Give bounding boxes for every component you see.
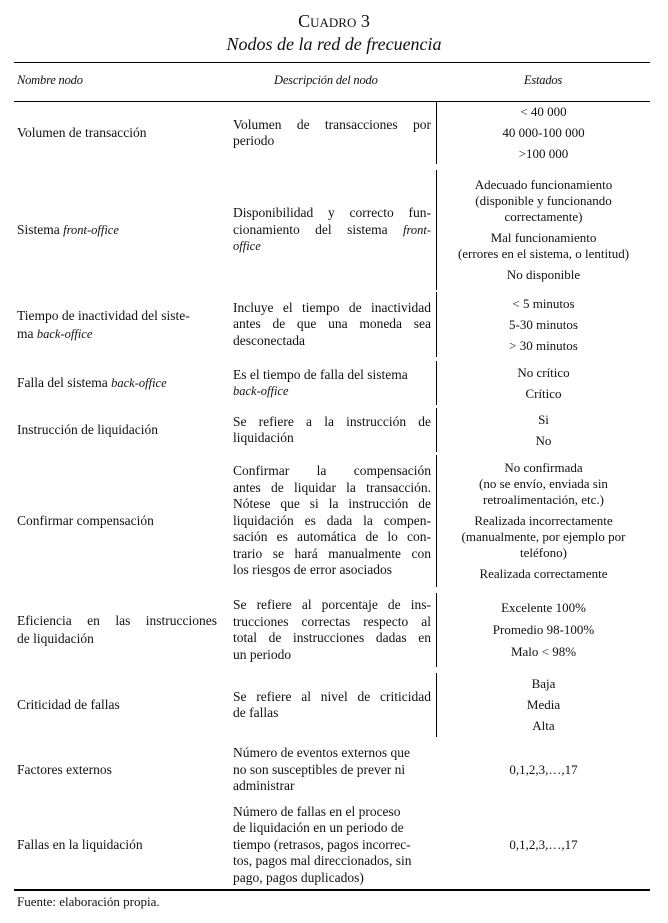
description-line: periodo	[233, 133, 275, 148]
state-item: No	[535, 432, 552, 448]
description-line: back-office	[233, 384, 289, 398]
description-line: de liquidación en un periodo de	[233, 820, 404, 836]
table-row	[0, 408, 668, 452]
node-states	[437, 802, 650, 888]
node-name-italic: front-office	[63, 223, 119, 237]
node-name-text: Fallas en la liquidación	[17, 837, 143, 852]
state-item: Malo < 98%	[510, 644, 577, 659]
description-line: Confirmar la compensación	[233, 463, 431, 479]
state-item: Alta	[532, 718, 555, 733]
node-name	[17, 361, 222, 405]
node-name-text: de liquidación	[17, 631, 94, 646]
table-subtitle: Nodos de la red de frecuencia	[226, 34, 442, 54]
table-row	[0, 593, 668, 667]
description-line: trario se hará manualmente con	[233, 545, 431, 561]
table-row	[0, 673, 668, 737]
node-states	[437, 744, 650, 796]
state-item: Media	[526, 697, 561, 712]
node-name	[17, 673, 222, 737]
node-name	[17, 102, 222, 164]
description-line: antes de que una moneda sea	[233, 316, 431, 332]
node-name-text: Eficiencia en las instrucciones	[17, 613, 217, 628]
description-line: pago, pagos duplicados)	[233, 869, 364, 885]
node-states	[437, 408, 650, 452]
node-name-italic: back-office	[36, 326, 93, 341]
state-item: No disponible	[506, 267, 581, 282]
description-line: Volumen de transacciones por	[233, 116, 431, 132]
node-states	[437, 102, 650, 164]
node-name-italic: back-office	[111, 376, 167, 390]
state-item: No confirmada (no se envío, enviada sin retroalimentación, etc.)	[479, 460, 608, 507]
table-row	[0, 744, 668, 796]
state-item: Crítico	[525, 385, 562, 401]
node-name	[17, 455, 222, 587]
node-name	[17, 744, 222, 796]
description-line: Es el tiempo de falla del sistema	[233, 366, 408, 382]
state-item: Excelente 100%	[501, 600, 586, 615]
node-name	[17, 170, 222, 290]
column-header-description: Descripción del nodo	[274, 73, 378, 87]
node-name-text: Falla del sistema	[17, 375, 112, 390]
node-states	[437, 673, 650, 737]
state-item: 0,1,2,3,…,17	[509, 762, 578, 777]
description-line: liquidación es dada la compen-	[233, 512, 431, 528]
state-item: Promedio 98-100%	[492, 622, 595, 637]
description-line: tiempo (retrasos, pagos incorrec-	[233, 836, 411, 852]
source-note: Fuente: elaboración propia.	[17, 894, 160, 909]
bottom-rule	[14, 889, 650, 891]
node-states	[437, 455, 650, 587]
state-item: 40 000-100 000	[502, 125, 585, 140]
description-line: los riesgos de error asociados	[233, 562, 392, 578]
top-rule	[14, 62, 650, 63]
state-item: Realizada incorrectamente (manualmente, por ejemplo por teléfono)	[461, 513, 626, 560]
description-line: trucciones correctas respecto al	[233, 613, 431, 629]
state-item: < 5 minutos	[512, 295, 575, 311]
node-name	[17, 802, 222, 888]
description-line: sación es automática de lo con-	[233, 529, 431, 545]
node-description	[233, 170, 431, 290]
description-line: un periodo	[233, 646, 292, 662]
description-line: Incluye el tiempo de inactividad	[233, 299, 431, 315]
node-name-text: Sistema	[17, 222, 64, 237]
description-line: liquidación	[233, 430, 294, 445]
description-line: de fallas	[233, 705, 279, 720]
node-name: Tiempo de inactividad del siste- ma back-office	[17, 307, 190, 341]
node-name-text: Tiempo de inactividad del siste-	[17, 307, 190, 323]
state-item: Baja	[531, 676, 556, 691]
description-line: no son susceptibles de prever ni	[233, 761, 406, 777]
state-item: >100 000	[518, 146, 569, 161]
node-description	[233, 455, 431, 587]
state-item: > 30 minutos	[509, 337, 578, 353]
node-description	[233, 102, 431, 164]
node-name	[17, 408, 222, 452]
table-title: Cuadro 3	[298, 11, 370, 31]
description-line: office	[233, 239, 261, 254]
description-line: Número de eventos externos que	[233, 745, 410, 761]
table-row	[0, 102, 668, 164]
state-item: Mal funcionamiento (errores en el sistema, o lentitud)	[457, 230, 630, 261]
state-item: 5-30 minutos	[509, 316, 578, 332]
table-row	[0, 361, 668, 405]
column-header-states: Estados	[523, 73, 563, 87]
state-item: Realizada correctamente	[479, 566, 608, 581]
state-item: 0,1,2,3,…,17	[509, 837, 578, 852]
node-name-text: Factores externos	[17, 762, 112, 777]
node-states	[437, 292, 650, 357]
description-line: administrar	[233, 778, 295, 794]
node-name-text: Criticidad de fallas	[17, 697, 120, 712]
node-states	[437, 361, 650, 405]
table-row	[0, 455, 668, 587]
node-name-text: Instrucción de liquidación	[17, 422, 158, 437]
node-description	[233, 802, 431, 888]
state-item: Adecuado funcionamiento (disponible y funcionando correctamente)	[474, 177, 613, 224]
node-description	[233, 744, 431, 796]
table-row	[0, 802, 668, 888]
node-description	[233, 292, 431, 357]
description-line: Disponibilidad y correcto fun-	[233, 205, 431, 221]
node-description	[233, 673, 431, 737]
description-line: Número de fallas en el proceso	[233, 803, 401, 819]
description-line: cionamiento del sistema front-	[233, 221, 431, 237]
state-item: Si	[538, 411, 549, 427]
node-description	[233, 593, 431, 667]
node-name-text: Confirmar compensación	[17, 513, 154, 528]
node-states	[437, 170, 650, 290]
description-line: tos, pagos mal direccionados, sin	[233, 853, 412, 869]
description-line: desconectada	[233, 332, 305, 348]
node-states	[437, 593, 650, 667]
node-description	[233, 408, 431, 452]
table-row	[0, 170, 668, 290]
node-description	[233, 361, 431, 405]
description-line: Se refiere al nivel de criticidad	[233, 688, 431, 704]
state-item: < 40 000	[520, 104, 567, 119]
description-line: antes de liquidar la transacción.	[233, 479, 431, 495]
description-line: Nótese que si la instrucción de	[233, 496, 431, 512]
node-name-text: Volumen de transacción	[17, 125, 147, 140]
table-row	[0, 292, 668, 357]
description-line: Se refiere al porcentaje de ins-	[233, 597, 431, 612]
state-item: No crítico	[517, 364, 570, 380]
column-header-name: Nombre nodo	[17, 73, 83, 87]
node-name	[17, 593, 222, 667]
description-line: total de instrucciones dadas en	[233, 630, 431, 645]
description-line: Se refiere a la instrucción de	[233, 413, 431, 429]
